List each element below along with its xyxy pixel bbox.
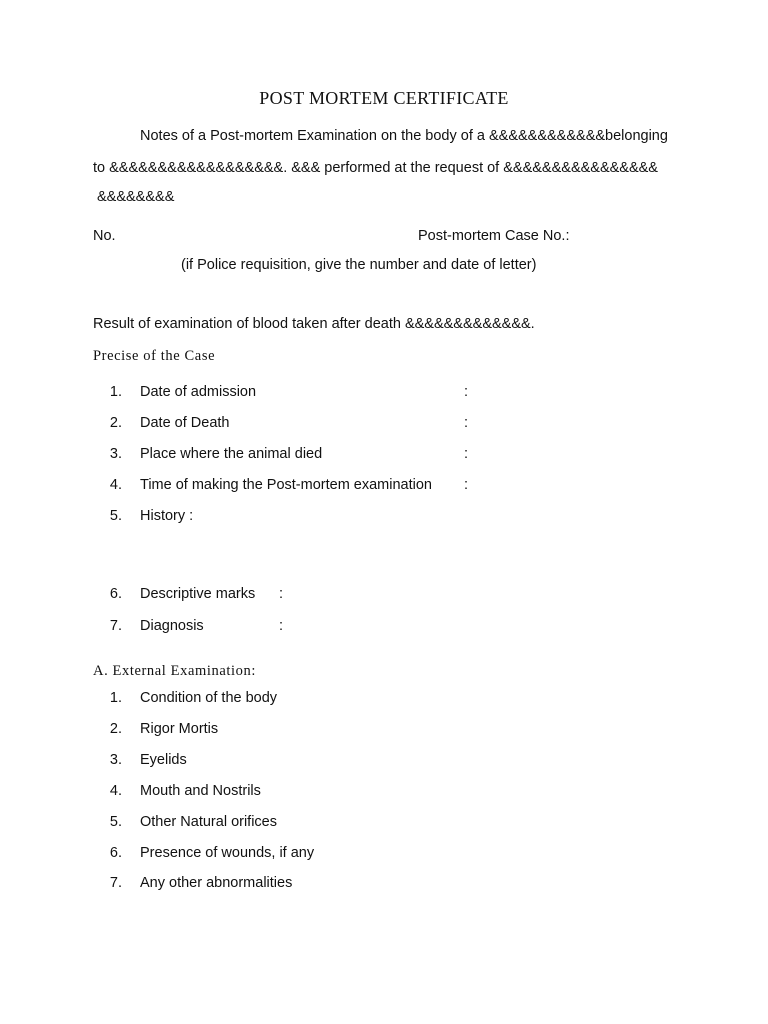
- item-label: Any other abnormalities: [140, 875, 293, 891]
- item-label: Descriptive marks: [140, 586, 256, 602]
- police-requisition-note: (if Police requisition, give the number and date of letter): [181, 257, 537, 273]
- item-label: History :: [140, 508, 194, 524]
- intro-line-2: to &&&&&&&&&&&&&&&&&&. &&& performed at the request of &&&&&&&&&&&&&&&&: [93, 160, 658, 176]
- item-label: Eyelids: [140, 752, 187, 768]
- item-number: 4.: [109, 477, 122, 493]
- item-number: 7.: [109, 875, 122, 891]
- item-number: 7.: [109, 618, 122, 634]
- list-item: [94, 446, 494, 466]
- item-label: Mouth and Nostrils: [140, 783, 261, 799]
- item-colon: :: [279, 618, 284, 634]
- item-number: 5.: [109, 814, 122, 830]
- item-colon: :: [464, 477, 469, 493]
- list-item: [94, 752, 494, 772]
- item-number: 2.: [109, 415, 122, 431]
- item-colon: :: [464, 384, 469, 400]
- item-number: 6.: [109, 845, 122, 861]
- page-title: POST MORTEM CERTIFICATE: [259, 88, 509, 108]
- list-item: [94, 690, 494, 710]
- item-number: 1.: [109, 690, 122, 706]
- list-item: [94, 845, 494, 865]
- item-label: Place where the animal died: [140, 446, 323, 462]
- intro-line-3: &&&&&&&&: [97, 189, 175, 205]
- item-number: 5.: [109, 508, 122, 524]
- item-number: 3.: [109, 446, 122, 462]
- item-colon: :: [279, 586, 284, 602]
- item-label: Date of Death: [140, 415, 230, 431]
- item-number: 1.: [109, 384, 122, 400]
- list-item: [94, 721, 494, 741]
- item-label: Diagnosis: [140, 618, 204, 634]
- item-colon: :: [464, 446, 469, 462]
- case-no-label: No.: [93, 228, 116, 244]
- list-item: [94, 508, 494, 528]
- blood-result-line: Result of examination of blood taken after death &&&&&&&&&&&&&.: [93, 316, 535, 332]
- precise-heading: Precise of the Case: [93, 348, 216, 364]
- list-item: [94, 477, 494, 497]
- item-label: Time of making the Post-mortem examination: [140, 477, 432, 493]
- item-number: 4.: [109, 783, 122, 799]
- list-item: [94, 783, 494, 803]
- item-label: Condition of the body: [140, 690, 278, 706]
- item-label: Other Natural orifices: [140, 814, 277, 830]
- list-item: [94, 814, 494, 834]
- item-number: 3.: [109, 752, 122, 768]
- list-item: [94, 875, 494, 895]
- list-item: [94, 618, 494, 638]
- pm-case-no-label: Post-mortem Case No.:: [418, 228, 570, 244]
- list-item: [94, 384, 494, 404]
- item-colon: :: [464, 415, 469, 431]
- intro-line-1: Notes of a Post-mortem Examination on the body of a &&&&&&&&&&&&belonging: [140, 128, 668, 144]
- item-number: 2.: [109, 721, 122, 737]
- external-exam-heading: A. External Examination:: [93, 663, 256, 679]
- item-number: 6.: [109, 586, 122, 602]
- item-label: Presence of wounds, if any: [140, 845, 315, 861]
- item-label: Date of admission: [140, 384, 257, 400]
- item-label: Rigor Mortis: [140, 721, 219, 737]
- list-item: [94, 586, 494, 606]
- list-item: [94, 415, 494, 435]
